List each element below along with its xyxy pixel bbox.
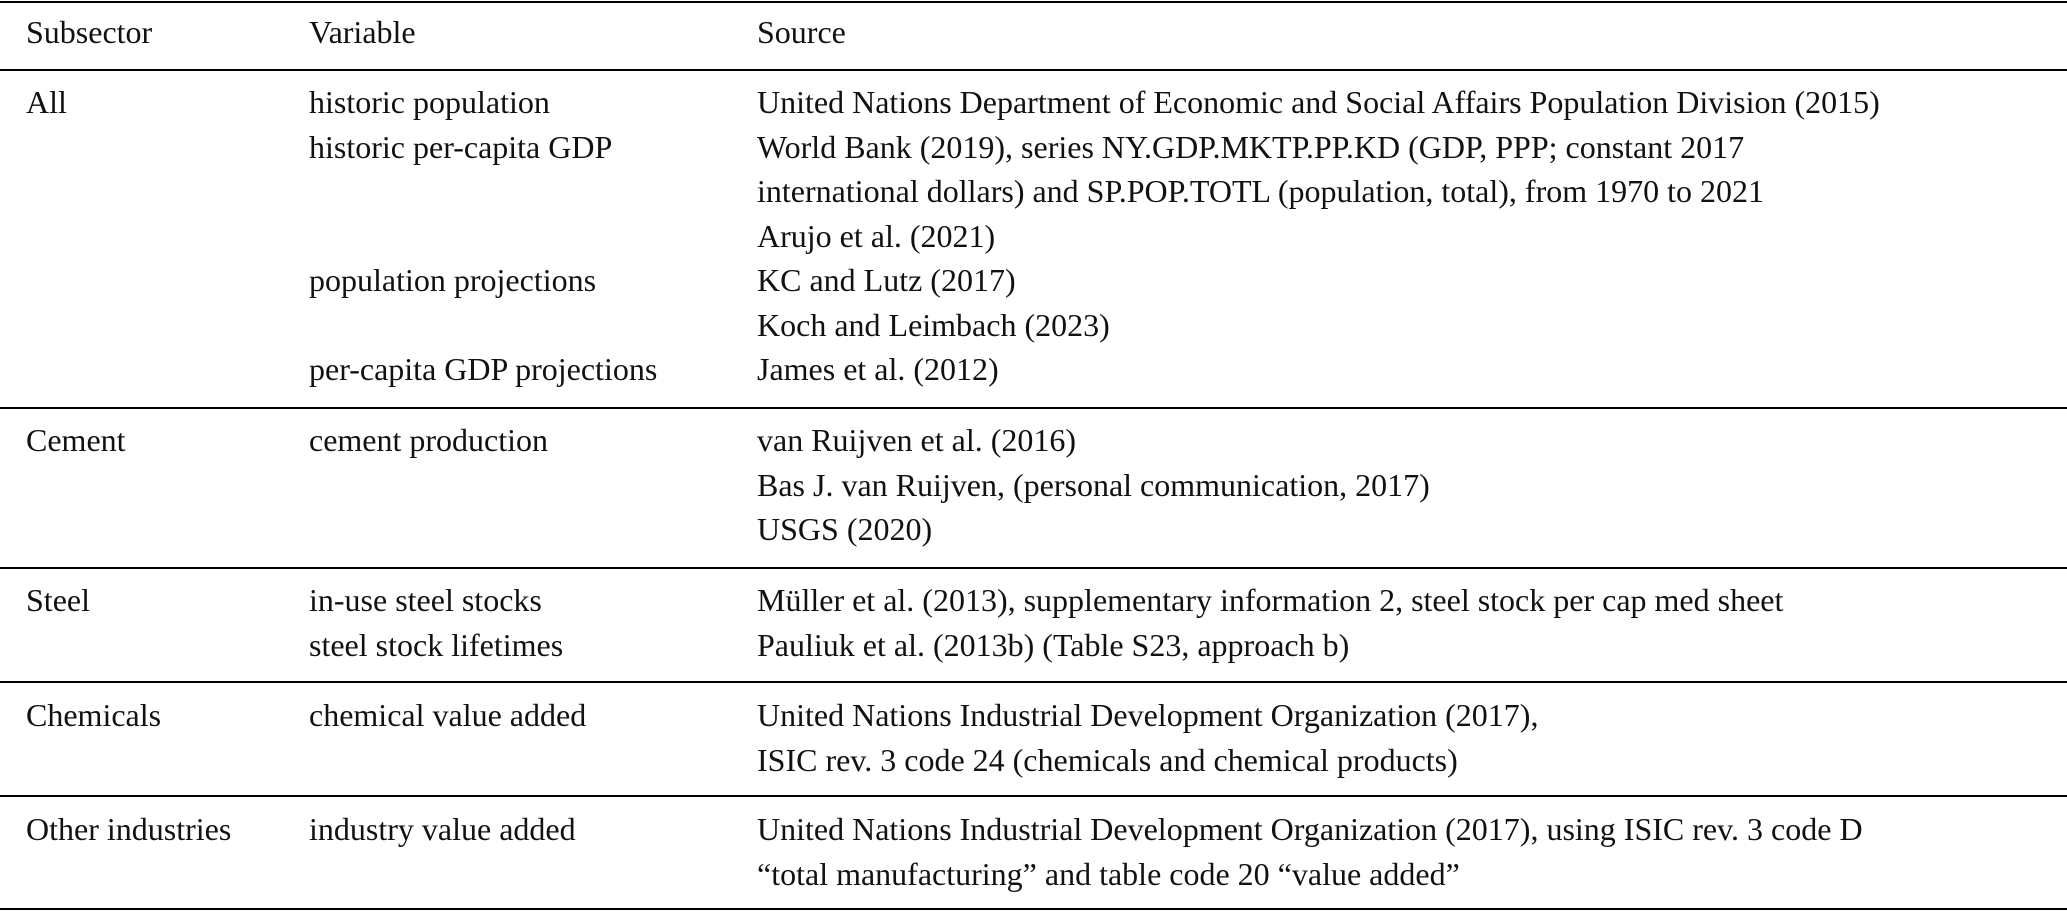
source-line: World Bank (2019), series NY.GDP.MKTP.PP.KD (GDP, PPP; constant 2017 (757, 128, 1745, 165)
group-all-sources (757, 80, 1880, 392)
variable-line (309, 169, 657, 214)
group-separator (0, 681, 2067, 683)
source-line: Bas J. van Ruijven, (personal communication, 2017) (757, 466, 1430, 503)
table-top-rule (0, 1, 2067, 3)
source-line: United Nations Industrial Development Organization (2017), (757, 697, 1539, 733)
group-cement-variables (309, 418, 548, 463)
table-bottom-rule (0, 908, 2067, 910)
source-line: Koch and Leimbach (2023) (757, 306, 1110, 343)
source-line: KC and Lutz (2017) (757, 262, 1016, 298)
group-cement-subsector: Cement (26, 422, 126, 458)
source-line: van Ruijven et al. (2016) (757, 422, 1077, 458)
group-separator (0, 795, 2067, 797)
group-chemicals-subsector: Chemicals (26, 697, 162, 733)
group-steel-variables (309, 578, 563, 667)
variable-line: per-capita GDP projections (309, 351, 658, 387)
variable-line: chemical value added (309, 697, 587, 733)
header-subsector: Subsector (26, 14, 153, 50)
group-chemicals-sources (757, 693, 1538, 782)
group-steel-sources (757, 578, 1783, 667)
header-variable: Variable (309, 14, 416, 50)
source-line: USGS (2020) (757, 511, 933, 547)
group-other-industries-variables (309, 807, 576, 852)
group-steel-subsector: Steel (26, 582, 90, 618)
group-all-variables (309, 80, 657, 392)
variable-line: in-use steel stocks (309, 582, 542, 618)
header-rule (0, 69, 2067, 71)
group-other-industries-sources (757, 807, 1863, 896)
variable-line: cement production (309, 422, 549, 458)
source-line: United Nations Department of Economic and Social Affairs Population Division (2015) (757, 84, 1880, 120)
group-chemicals-variables (309, 693, 586, 738)
group-all-subsector: All (26, 84, 67, 120)
source-line: ISIC rev. 3 code 24 (chemicals and chemical products) (757, 741, 1458, 778)
variable-line: industry value added (309, 811, 576, 847)
variable-line: population projections (309, 262, 597, 298)
variable-line (309, 214, 657, 259)
header-source: Source (757, 14, 846, 50)
variable-line: historic population (309, 84, 550, 120)
group-separator (0, 567, 2067, 569)
variable-line (309, 303, 657, 348)
source-line: Pauliuk et al. (2013b) (Table S23, approach b) (757, 626, 1350, 663)
variable-line: historic per-capita GDP (309, 128, 613, 165)
group-other-industries-subsector: Other industries (26, 811, 232, 847)
group-cement-sources (757, 418, 1430, 552)
source-line: international dollars) and SP.POP.TOTL (population, total), from 1970 to 2021 (757, 173, 1765, 209)
source-line: James et al. (2012) (757, 351, 999, 387)
group-separator (0, 407, 2067, 409)
source-line: Arujo et al. (2021) (757, 217, 996, 254)
source-line: “total manufacturing” and table code 20 “value added” (757, 855, 1460, 892)
source-line: Müller et al. (2013), supplementary information 2, steel stock per cap med sheet (757, 582, 1784, 618)
source-line: United Nations Industrial Development Organization (2017), using ISIC rev. 3 code D (757, 811, 1863, 847)
variable-line: steel stock lifetimes (309, 626, 564, 663)
